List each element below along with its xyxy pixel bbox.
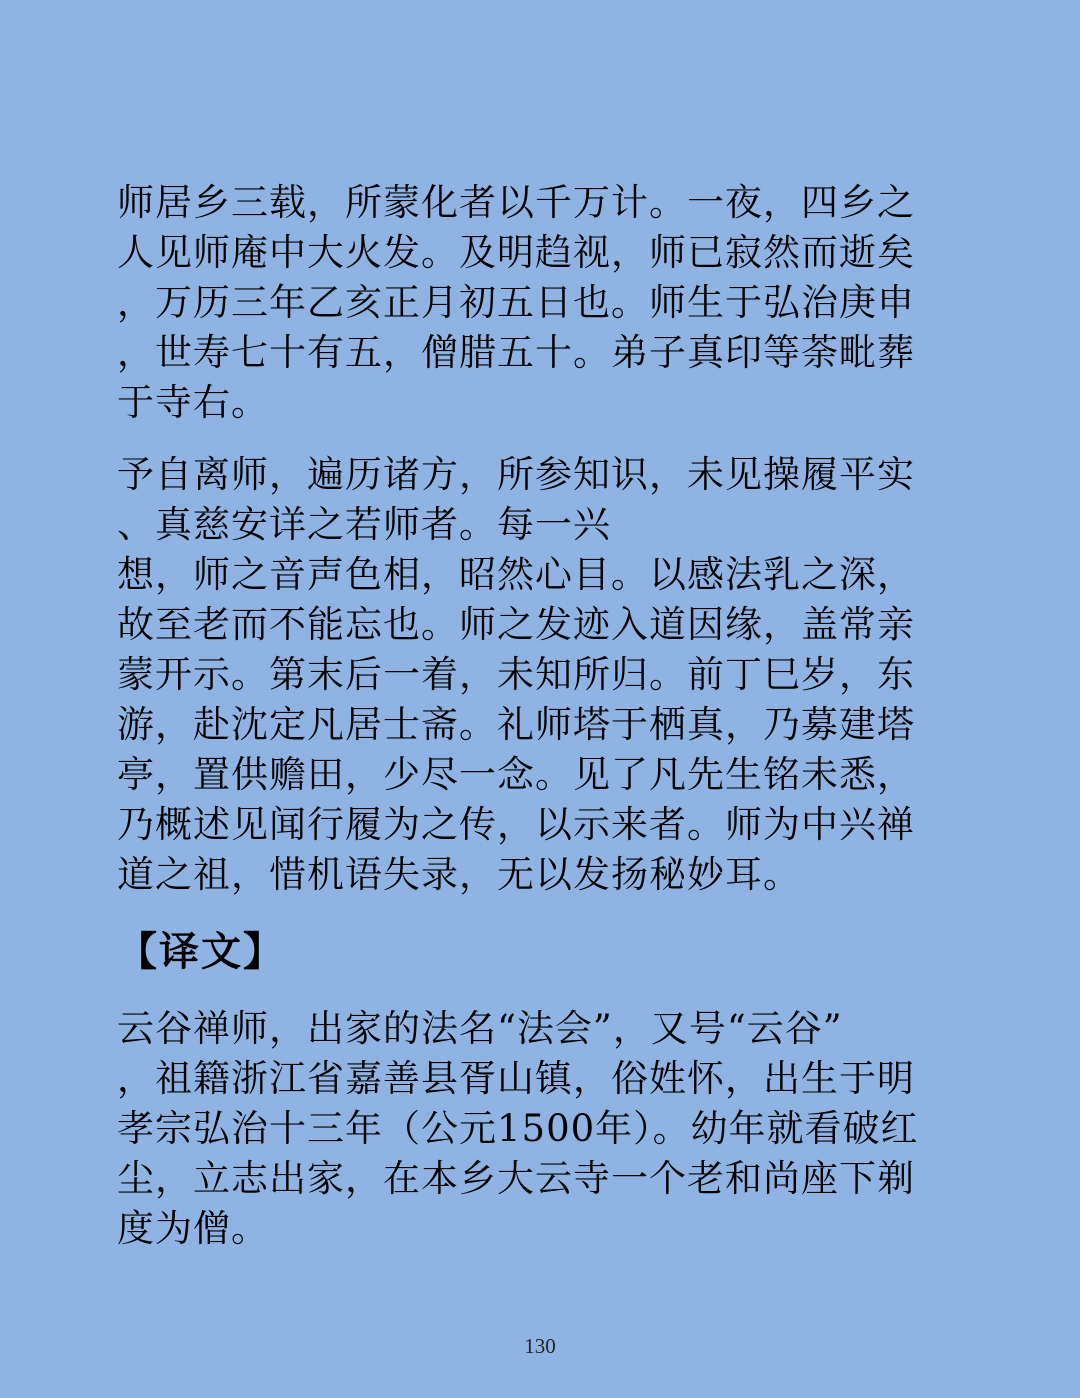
text-line: 师居乡三载，所蒙化者以千万计。一夜，四乡之 (117, 181, 915, 224)
section-heading: 【译文】 (117, 929, 285, 975)
text-line: 故至老而不能忘也。师之发迹入道因缘，盖常亲 (117, 603, 915, 646)
paragraph-spacer (117, 428, 952, 450)
text-line: 想，师之音声色相，昭然心目。以感法乳之深， (117, 553, 915, 596)
paragraph-spacer (117, 900, 952, 924)
text-line: 云谷禅师，出家的法名“法会”，又号“云谷” (117, 1007, 843, 1050)
text-line: ，祖籍浙江省嘉善县胥山镇，俗姓怀，出生于明 (117, 1057, 915, 1100)
text-line: 于寺右。 (117, 381, 269, 424)
text-line: 度为僧。 (117, 1207, 269, 1250)
text-line: 孝宗弘治十三年（公元1500年）。幼年就看破红 (117, 1107, 919, 1150)
text-line: 亭，置供赡田，少尽一念。见了凡先生铭未悉， (117, 753, 915, 796)
text-line: 、真慈安详之若师者。每一兴 (117, 503, 611, 546)
page-number: 130 (524, 1334, 556, 1358)
text-line: ，世寿七十有五，僧腊五十。弟子真印等荼毗葬 (117, 331, 915, 374)
text-line: 道之祖，惜机语失录，无以发扬秘妙耳。 (117, 853, 801, 896)
page-content (117, 178, 952, 1254)
text-line: 尘，立志出家，在本乡大云寺一个老和尚座下剃 (117, 1157, 915, 1200)
text-line: 乃概述见闻行履为之传，以示来者。师为中兴禅 (117, 803, 915, 846)
text-line: 蒙开示。第末后一着，未知所归。前丁巳岁，东 (117, 653, 915, 696)
paragraph-2 (117, 450, 952, 900)
text-line: 人见师庵中大火发。及明趋视，师已寂然而逝矣 (117, 231, 915, 274)
text-line: ，万历三年乙亥正月初五日也。师生于弘治庚申 (117, 281, 915, 324)
paragraph-1 (117, 178, 952, 428)
text-line: 游，赴沈定凡居士斋。礼师塔于栖真，乃募建塔 (117, 703, 915, 746)
text-line: 予自离师，遍历诸方，所参知识，未见操履平实 (117, 453, 915, 496)
paragraph-spacer (117, 980, 952, 1004)
paragraph-3 (117, 1004, 952, 1254)
